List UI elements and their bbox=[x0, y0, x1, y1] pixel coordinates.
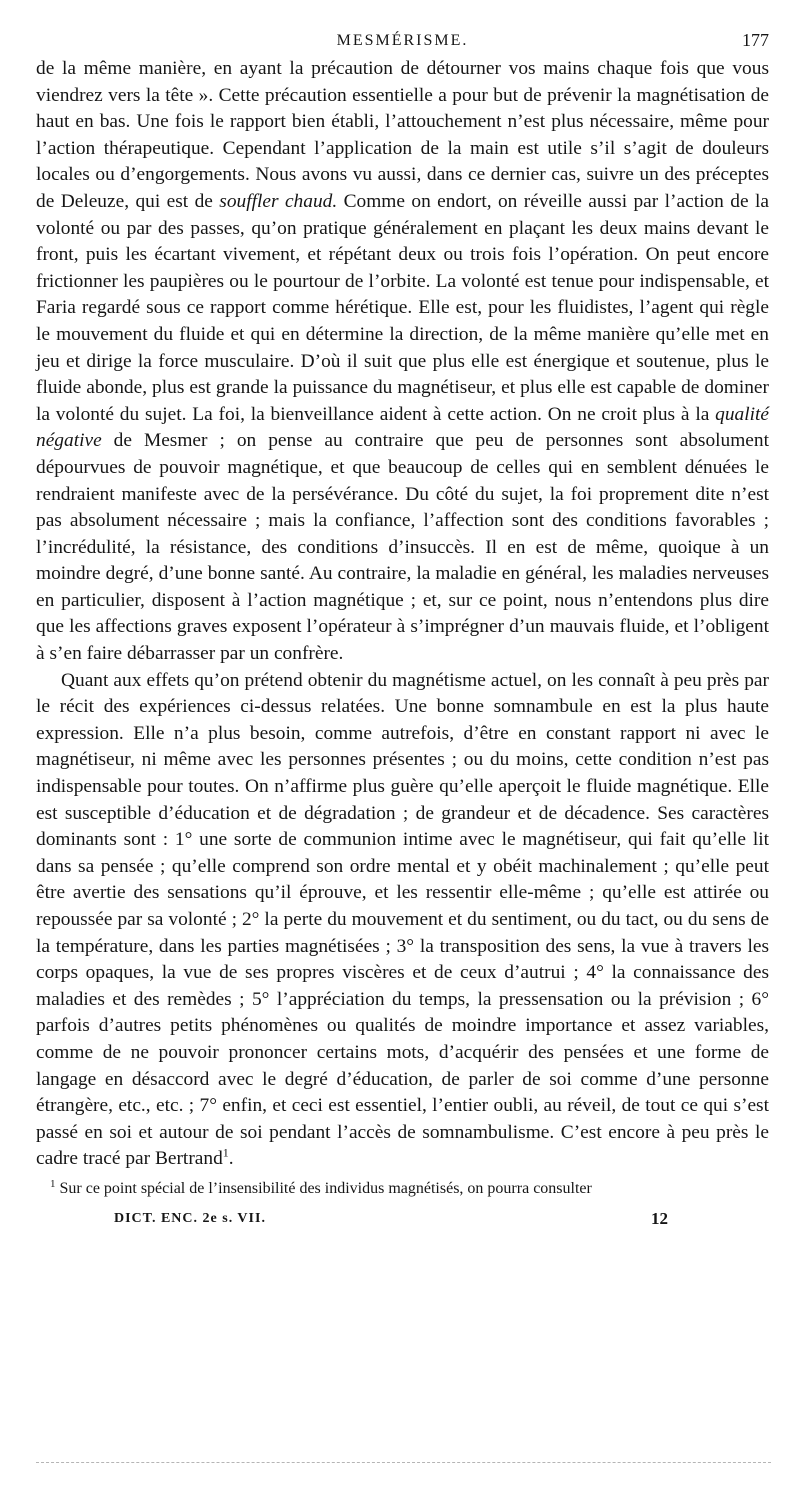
page-bottom-divider bbox=[36, 1462, 771, 1463]
page-header bbox=[36, 26, 769, 56]
running-title: MESMÉRISME. bbox=[336, 32, 469, 49]
page-number: 177 bbox=[742, 30, 769, 50]
document-page bbox=[36, 26, 769, 1233]
body-paragraph-1 bbox=[36, 56, 769, 668]
footnote-mark: 1 bbox=[50, 1177, 56, 1190]
printer-signature bbox=[36, 1207, 769, 1233]
paragraph-1-italic-a: souffler chaud. bbox=[219, 190, 338, 212]
footnote bbox=[36, 1179, 769, 1199]
footnote-text: Sur ce point spécial de l’insensibilité des individus magnétisés, on pourra consulter bbox=[59, 1179, 592, 1197]
paragraph-1-text-c: de Mesmer ; on pense au contraire que peu de personnes sont absolument dépourvues de pouvoir magnétique, et que beaucoup de celles qui en semblent dénuées le rendraient manifeste avec de la persévérance. Du côté du sujet, la foi proprement dite n’est pas absolument nécessaire ; mais la confiance, l’affection sont des conditions favorables ; l’incrédulité, la résistance, des conditions d’insuccès. Il en est de même, quoique à un moindre degré, d’une bonne santé. Au contraire, la maladie en général, les maladies nerveuses en particulier, disposent à l’action magnétique ; et, sur ce point, nous n’entendons plus dire que les affections graves exposent l’opérateur à s’imprégner d’un mauvais fluide, et l’obligent à s’en faire débarrasser par un confrère. bbox=[36, 430, 769, 665]
paragraph-1-text-a: de la même manière, en ayant la précaution de détourner vos mains chaque fois que vous viendrez vers la tête ». Cette précaution essentielle a pour but de prévenir la magnétisation de haut en bas. Une fois le rapport bien établi, l’attouchement n’est plus nécessaire, même pour l’action thérapeutique. Cependant l’application de la main est utile s’il s’agit de douleurs locales ou d’engorgements. Nous avons vu aussi, dans ce dernier cas, suivre un des préceptes de Deleuze, qui est de bbox=[36, 58, 769, 212]
paragraph-2-text: Quant aux effets qu’on prétend obtenir du magnétisme actuel, on les connaît à peu près par le récit des expériences ci-dessus relatées. Une bonne somnambule en est la plus haute expression. Elle n’a plus besoin, comme autrefois, d’être en constant rapport ni avec le magnétiseur, ni même avec les personnes présentes ; ou du moins, cette condition n’est pas indispensable pour toutes. On n’affirme plus guère qu’elle aperçoit le fluide magnétique. Elle est susceptible d’éducation et de dégradation ; de grandeur et de décadence. Ses caractères dominants sont : 1° une sorte de communion intime avec le magnétiseur, qui fait qu’elle lit dans sa pensée ; qu’elle comprend son ordre mental et y obéit machinalement ; qu’elle peut être avertie des sensations qu’il éprouve, et les ressentir elle-même ; qu’elle est attirée ou repoussée par sa volonté ; 2° la perte du mouvement et du sentiment, ou du tact, ou du sens de la température, dans les parties magnétisées ; 3° la transposition des sens, la vue à travers les corps opaques, la vue de ses propres viscères et de ceux d’autrui ; 4° la connaissance des maladies et des remèdes ; 5° l’appréciation du temps, la pressensation ou la prévision ; 6° parfois d’autres petits phénomènes ou qualités de moindre importance et assez variables, comme de ne pouvoir prononcer certains mots, d’acquérir des pensées et une forme de langage en désaccord avec le degré d’éducation, de parler de soi comme d’une personne étrangère, etc., etc. ; 7° enfin, et ceci est essentiel, l’entier oubli, au réveil, de tout ce qui s’est passé en soi et autour de soi pendant l’accès de somnambulisme. C’est encore à peu près le cadre tracé par Bertrand bbox=[36, 669, 769, 1170]
signature-mark: DICT. ENC. 2e s. VII. bbox=[114, 1210, 266, 1226]
footnote-reference[interactable]: 1 bbox=[222, 1145, 229, 1160]
paragraph-2-end: . bbox=[228, 1148, 234, 1170]
signature-number: 12 bbox=[651, 1208, 668, 1228]
paragraph-1-text-b: Comme on endort, on réveille aussi par l’action de la volonté ou par des passes, qu’on pratique généralement en plaçant les deux mains devant le front, puis les écartant vivement, et répétant deux ou trois fois l’opération. On peut encore frictionner les paupières ou le pourtour de l’orbite. La volonté est tenue pour indispensable, et Faria regardé sous ce rapport comme hérétique. Elle est, pour les fluidistes, l’agent qui règle le mouvement du fluide et qui en détermine la direction, de la même manière qu’elle met en jeu et dirige la force musculaire. D’où il suit que plus elle est énergique et soutenue, plus le fluide abonde, plus est grande la puissance du magnétiseur, et plus elle est capable de dominer la volonté du sujet. La foi, la bienveillance aident à cette action. On ne croit plus à la bbox=[36, 190, 769, 425]
body-paragraph-2 bbox=[36, 668, 769, 1173]
paragraph-1-italic-b: qualité négative bbox=[36, 403, 769, 452]
